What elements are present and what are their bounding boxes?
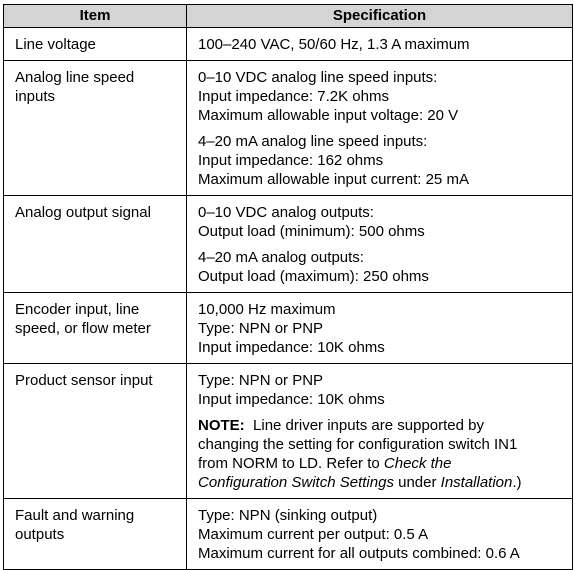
item-text: inputs [15, 88, 56, 105]
specification-line: 4–20 mA analog line speed inputs: [198, 133, 428, 150]
specification-line: Type: NPN or PNP [198, 320, 324, 337]
specification-line: Maximum allowable input voltage: 20 V [198, 107, 459, 124]
specification-cell [187, 364, 573, 499]
item-cell [4, 196, 187, 293]
note-label: NOTE: [198, 417, 245, 434]
specification-paragraph [198, 506, 566, 563]
item-text: Line voltage [15, 36, 96, 53]
item-cell [4, 499, 187, 570]
specification-line: Output load (maximum): 250 ohms [198, 268, 429, 285]
item-cell [4, 28, 187, 61]
specification-paragraph [198, 203, 566, 241]
item-text: Encoder input, line [15, 301, 140, 318]
note-reference: Check the [383, 455, 452, 472]
specification-line: Maximum current for all outputs combined: 0.6 A [198, 545, 520, 562]
note-text: from NORM to LD. Refer to [198, 455, 380, 472]
specification-line: Type: NPN (sinking output) [198, 507, 378, 524]
item-text: Product sensor input [15, 372, 153, 389]
specification-paragraph [198, 68, 566, 125]
header-row [4, 5, 573, 28]
table-row [4, 499, 573, 570]
table-row [4, 293, 573, 364]
specification-line: Maximum current per output: 0.5 A [198, 526, 429, 543]
specification-paragraph [198, 248, 566, 286]
note-text: .) [512, 474, 522, 491]
header-item: Item [4, 5, 187, 28]
specification-line: 4–20 mA analog outputs: [198, 249, 364, 266]
specification-line: 0–10 VDC analog outputs: [198, 204, 374, 221]
specification-line: Output load (minimum): 500 ohms [198, 223, 425, 240]
specification-paragraph [198, 35, 566, 54]
specification-cell [187, 28, 573, 61]
specification-line: Input impedance: 162 ohms [198, 152, 384, 169]
specification-line: 100–240 VAC, 50/60 Hz, 1.3 A maximum [198, 36, 470, 53]
specification-line: Maximum allowable input current: 25 mA [198, 171, 469, 188]
note-reference: Configuration Switch Settings [198, 474, 394, 491]
specification-line: 0–10 VDC analog line speed inputs: [198, 69, 438, 86]
specification-line: 10,000 Hz maximum [198, 301, 336, 318]
specification-line: Type: NPN or PNP [198, 372, 324, 389]
note-line [198, 473, 566, 492]
specification-cell [187, 196, 573, 293]
specification-paragraph [198, 371, 566, 409]
specification-paragraph [198, 300, 566, 357]
item-text: Analog line speed [15, 69, 135, 86]
table-row [4, 364, 573, 499]
item-text: Analog output signal [15, 204, 151, 221]
item-text: Fault and warning [15, 507, 135, 524]
specification-cell [187, 499, 573, 570]
note-text: Line driver inputs are supported by [253, 417, 484, 434]
table-row [4, 28, 573, 61]
item-text: outputs [15, 526, 65, 543]
table-body [4, 28, 573, 570]
specification-line: Input impedance: 7.2K ohms [198, 88, 389, 105]
specification-line: Input impedance: 10K ohms [198, 339, 385, 356]
item-cell [4, 293, 187, 364]
note-line [198, 416, 566, 435]
note-text: under [398, 474, 437, 491]
specification-paragraph [198, 132, 566, 189]
note-line: changing the setting for configuration switch IN1 [198, 436, 518, 453]
specification-table [3, 4, 573, 570]
note-line [198, 454, 566, 473]
specification-cell [187, 293, 573, 364]
item-cell [4, 364, 187, 499]
note-reference: Installation [440, 474, 513, 491]
specification-line: Input impedance: 10K ohms [198, 391, 385, 408]
table-row [4, 196, 573, 293]
header-specification: Specification [187, 5, 573, 28]
table-row [4, 61, 573, 196]
item-text: speed, or flow meter [15, 320, 151, 337]
specification-cell [187, 61, 573, 196]
note-paragraph [198, 416, 566, 492]
item-cell [4, 61, 187, 196]
